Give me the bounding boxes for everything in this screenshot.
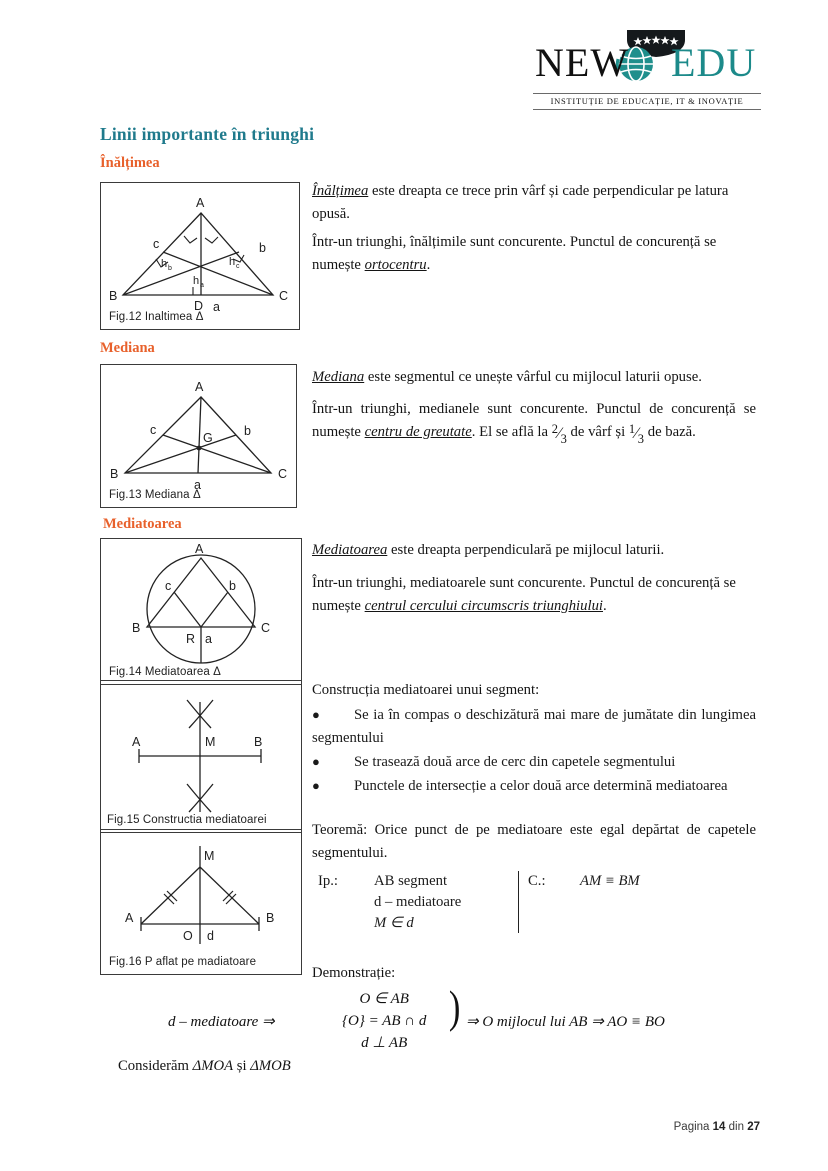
svg-text:A: A [132, 735, 141, 749]
formula-prefix: d – mediatoare ⇒ [168, 1014, 275, 1030]
conclusion-lines [580, 871, 640, 892]
paragraph-demonstratie: Demonstrație: [312, 965, 396, 981]
logo-wordmark [533, 33, 761, 91]
fig16-drawing [101, 832, 301, 974]
paragraph-mediatoarea-definition [312, 539, 756, 562]
hypothesis-label: Ip.: [318, 873, 338, 889]
svg-text:b: b [259, 241, 266, 255]
svg-text:M: M [205, 735, 216, 749]
figure-divider-1 [101, 680, 301, 681]
paragraph-teorema: Teoremă: Orice punct de pe mediatoare este egal depărtat de capetele segmentului. [312, 822, 756, 861]
bullet-icon: ● [312, 754, 320, 769]
svg-text:B: B [109, 289, 118, 303]
bullet-icon: ● [312, 707, 320, 722]
term-ortocentru: ortocentru [364, 257, 427, 273]
term-inaltimea: Înălțimea [312, 183, 369, 199]
text-consideram-c: și [233, 1058, 251, 1074]
svg-text:G: G [203, 431, 213, 445]
text-mediatoarea-p2a: Într-un triunghi, mediatoarele sunt concurente. Punctul de concurență se numește [312, 575, 736, 614]
formula-line-2: {O} = AB ∩ d [342, 1013, 427, 1029]
paragraph-mediatoarea-concurrence [312, 572, 756, 618]
figure-14-perpendicular-bisector [101, 539, 301, 680]
list-item [312, 703, 756, 750]
figure-16-caption: Fig.16 P aflat pe madiatoare [109, 956, 257, 968]
svg-text:b: b [244, 424, 251, 438]
fig13-drawing [101, 365, 298, 509]
term-centrul-cercului: centrul cercului circumscris triunghiului [364, 598, 603, 614]
svg-text:a: a [213, 300, 220, 314]
hypothesis-lines [374, 871, 461, 934]
page-title: Linii importante în triunghi [100, 124, 315, 144]
conclusion-line-1: AM ≡ BM [580, 873, 640, 889]
text-mediana-p2d: de bază. [644, 424, 696, 440]
term-mediana: Mediana [312, 369, 365, 385]
svg-text:a: a [200, 282, 204, 289]
svg-text:a: a [205, 632, 212, 646]
list-item-text: Se trasează două arce de cerc din capetele segmentului [354, 754, 676, 770]
svg-text:A: A [195, 380, 204, 394]
list-item [312, 774, 756, 798]
svg-text:c: c [165, 579, 172, 593]
text-inaltimea-p2b: . [426, 257, 431, 273]
svg-text:B: B [110, 467, 119, 481]
fig12-drawing [101, 183, 301, 331]
svg-text:h: h [161, 258, 168, 270]
list-item [312, 750, 756, 774]
section-heading-mediana: Mediana [100, 340, 155, 356]
figure-13-median [100, 364, 297, 508]
svg-text:c: c [153, 237, 160, 251]
list-item-text: Punctele de intersecție a celor două arce determină mediatoarea [354, 778, 728, 794]
svg-text:b: b [229, 579, 236, 593]
text-mediana-p2b: . El se află la [471, 424, 552, 440]
footer-total-pages: 27 [747, 1121, 760, 1133]
text-mediana-p2c: de vârf și [566, 424, 629, 440]
term-mediatoarea: Mediatoarea [312, 542, 388, 558]
fraction-one-third: 1⁄3 [628, 421, 645, 446]
text-mediana-p2a: Într-un triunghi, medianele sunt concurente. Punctul de concurență se numește [312, 401, 756, 440]
triangle-mob: ΔMOB [250, 1058, 291, 1074]
svg-text:c: c [150, 423, 157, 437]
fig15-drawing [101, 684, 301, 829]
figure-stack-mediatoare [100, 538, 302, 975]
svg-text:a: a [194, 478, 201, 492]
vertical-divider [518, 871, 519, 933]
formula-system [342, 988, 426, 1054]
svg-text:R: R [186, 632, 196, 646]
section-heading-mediatoarea: Mediatoarea [103, 516, 182, 532]
text-inaltimea-rest: este dreapta ce trece prin vârf și cade perpendicular pe latura opusă. [312, 183, 729, 222]
text-mediana-rest: este segmentul ce unește vârful cu mijlocul laturii opuse. [364, 369, 702, 385]
term-centru-de-greutate: centru de greutate [364, 424, 472, 440]
figure-15-construction [101, 684, 301, 829]
figure-divider-2 [101, 829, 301, 830]
svg-text:M: M [204, 849, 215, 863]
fraction-two-thirds: 2⁄3 [551, 421, 567, 446]
svg-text:A: A [125, 911, 134, 925]
footer-prefix: Pagina [673, 1121, 713, 1133]
logo-tagline: INSTITUȚIE DE EDUCAȚIE, IT & INOVAȚIE [533, 93, 761, 110]
figure-12-caption: Fig.12 Inaltimea Δ [109, 311, 204, 323]
hypothesis-line-1: AB segment [374, 873, 448, 889]
closing-brace: ) [448, 981, 461, 1032]
footer-page-number: 14 [712, 1121, 726, 1133]
svg-text:c: c [236, 263, 240, 270]
figure-12-altitude [100, 182, 300, 330]
svg-text:D: D [194, 299, 204, 313]
paragraph-mediana-definition [312, 366, 754, 389]
svg-text:B: B [132, 621, 141, 635]
triangle-moa: ΔMOA [192, 1058, 234, 1074]
figure-13-caption: Fig.13 Mediana Δ [109, 489, 201, 501]
fig14-drawing [101, 539, 301, 680]
svg-text:C: C [279, 289, 289, 303]
logo-text-edu: EDU [671, 40, 757, 85]
paragraph-inaltimea-definition [312, 180, 754, 226]
text-inaltimea-p2a: Într-un triunghi, înălțimile sunt concurente. Punctul de concurență se numește [312, 234, 717, 273]
text-mediatoarea-p2b: . [603, 598, 607, 614]
paragraph-mediana-centroid [312, 398, 756, 446]
svg-text:B: B [254, 735, 263, 749]
svg-text:b: b [168, 265, 172, 272]
brand-logo [533, 33, 761, 113]
svg-text:O: O [183, 929, 193, 943]
svg-text:A: A [196, 196, 205, 210]
figure-15-caption: Fig.15 Constructia mediatoarei [107, 814, 267, 826]
text-mediatoarea-rest: este dreapta perpendiculară pe mijlocul laturii. [387, 542, 665, 558]
svg-text:C: C [261, 621, 271, 635]
formula-line-3: d ⊥ AB [361, 1035, 408, 1051]
figure-16-point-on-bisector [101, 832, 301, 974]
svg-text:B: B [266, 911, 275, 925]
paragraph-consideram [118, 1055, 618, 1078]
section-heading-inaltimea: Înălțimea [100, 155, 160, 171]
formula-tail: ⇒ O mijlocul lui AB ⇒ AO ≡ BO [466, 1014, 665, 1030]
footer-middle: din [725, 1121, 748, 1133]
list-item-text: Se ia în compas o deschizătură mai mare de jumătate din lungimea segmentului [312, 707, 756, 746]
paragraph-inaltimea-concurrence [312, 231, 756, 277]
construction-steps-list [312, 703, 756, 798]
bullet-icon: ● [312, 778, 320, 793]
hypothesis-line-2: d – mediatoare [374, 894, 462, 910]
formula-line-1: O ∈ AB [359, 991, 409, 1007]
svg-text:d: d [207, 929, 214, 943]
text-consideram-a: Considerăm [118, 1058, 193, 1074]
paragraph-constructie-title: Construcția mediatoarei unui segment: [312, 682, 540, 698]
svg-text:h: h [229, 256, 236, 268]
figure-14-caption: Fig.14 Mediatoarea Δ [109, 666, 221, 678]
conclusion-label: C.: [528, 873, 546, 889]
logo-text-new: NEW [535, 40, 630, 85]
svg-text:h: h [193, 275, 200, 287]
page-footer [0, 1121, 760, 1133]
hypothesis-line-3: M ∈ d [374, 915, 414, 931]
svg-text:C: C [278, 467, 288, 481]
svg-text:A: A [195, 542, 204, 556]
